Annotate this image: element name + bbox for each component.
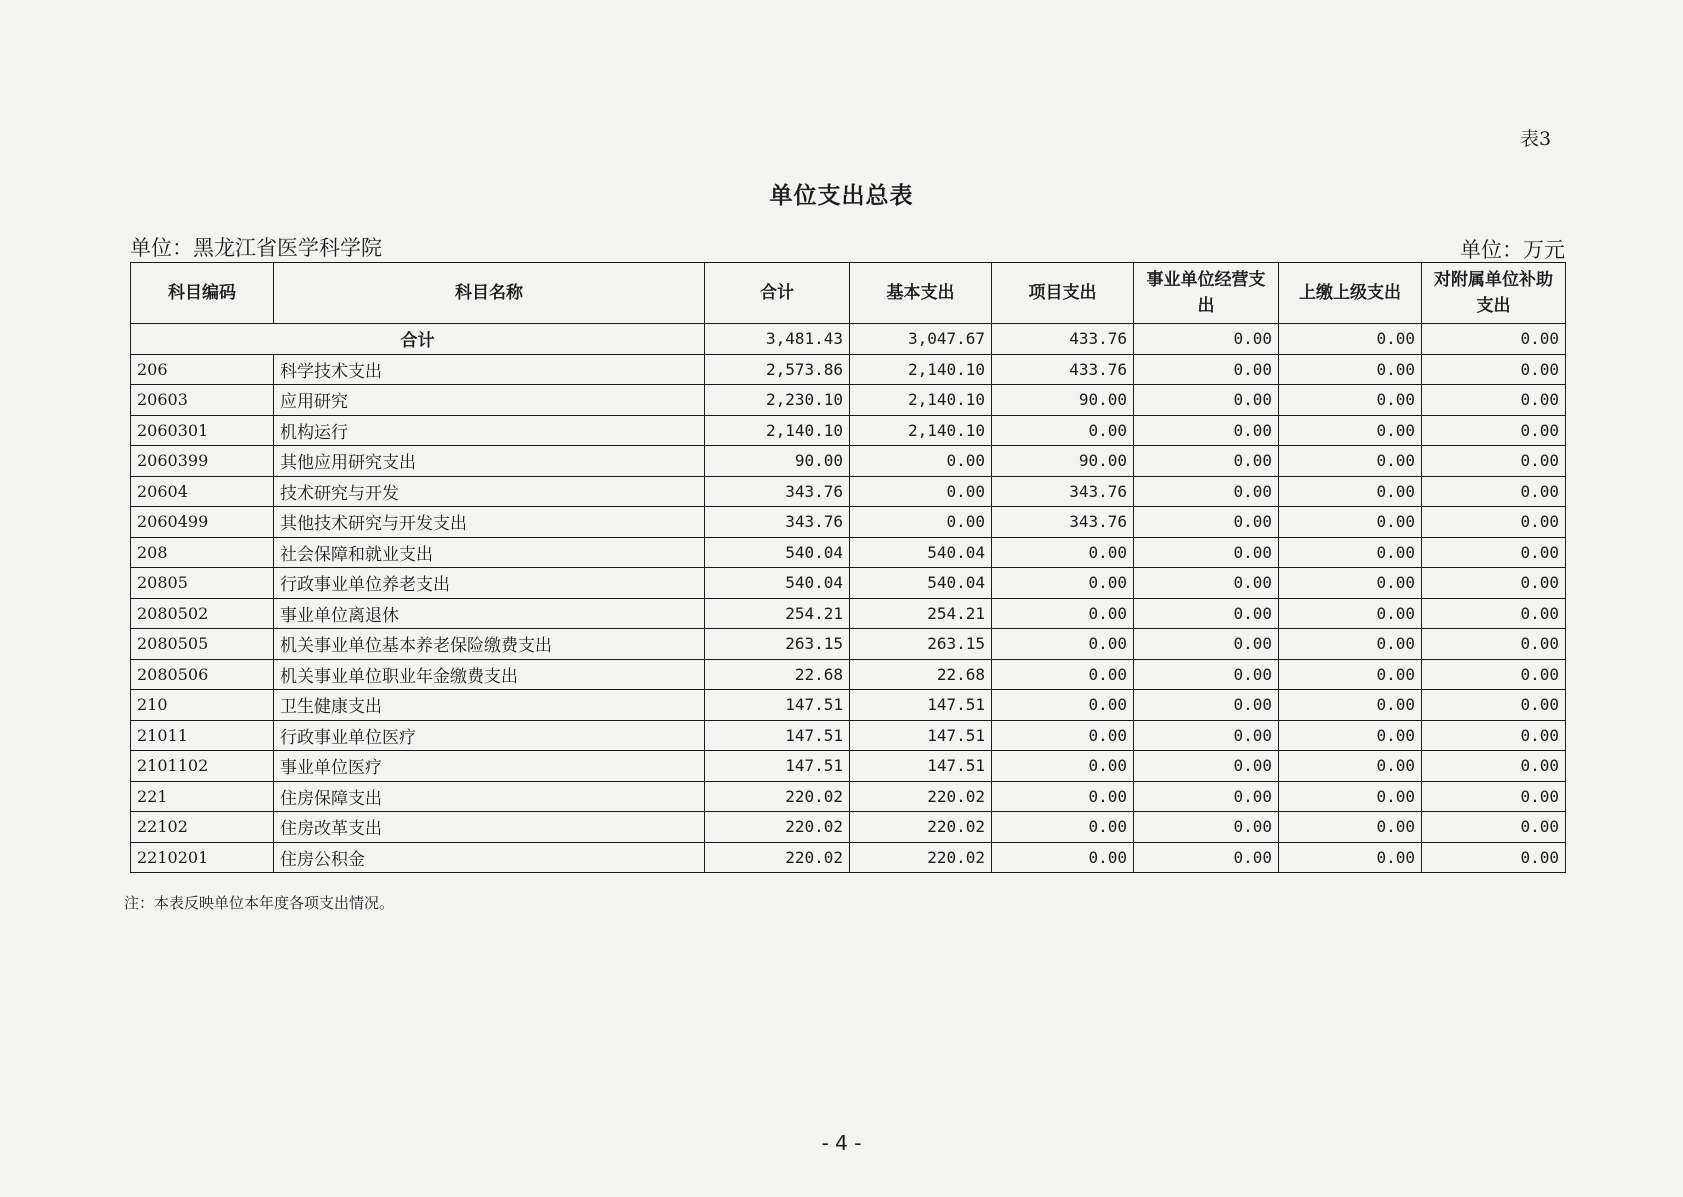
subject-code-cell: 2210201 <box>131 842 274 873</box>
subject-code-cell: 208 <box>131 537 274 568</box>
subject-name-cell: 应用研究 <box>274 385 705 416</box>
amount-cell: 22.68 <box>850 659 992 690</box>
subject-code-cell: 2080502 <box>131 598 274 629</box>
total-cell: 0.00 <box>1422 324 1566 355</box>
amount-cell: 343.76 <box>705 476 850 507</box>
total-cell: 433.76 <box>992 324 1134 355</box>
amount-cell: 0.00 <box>1422 385 1566 416</box>
amount-cell: 0.00 <box>1134 842 1279 873</box>
subject-code-cell: 21011 <box>131 720 274 751</box>
amount-cell: 0.00 <box>1134 568 1279 599</box>
amount-cell: 0.00 <box>1422 751 1566 782</box>
amount-cell: 0.00 <box>1134 476 1279 507</box>
amount-cell: 2,140.10 <box>850 415 992 446</box>
table-row <box>131 751 1566 782</box>
amount-cell: 220.02 <box>850 842 992 873</box>
subject-code-cell: 221 <box>131 781 274 812</box>
subject-name-cell: 科学技术支出 <box>274 354 705 385</box>
table-row <box>131 568 1566 599</box>
total-cell: 0.00 <box>1279 324 1422 355</box>
amount-cell: 343.76 <box>992 507 1134 538</box>
subject-name-cell: 机构运行 <box>274 415 705 446</box>
amount-cell: 0.00 <box>1279 507 1422 538</box>
amount-cell: 220.02 <box>850 781 992 812</box>
total-label: 合计 <box>131 324 705 355</box>
table-row <box>131 385 1566 416</box>
amount-cell: 0.00 <box>1134 720 1279 751</box>
amount-cell: 0.00 <box>1279 629 1422 660</box>
amount-cell: 0.00 <box>992 842 1134 873</box>
subject-name-cell: 住房保障支出 <box>274 781 705 812</box>
total-cell: 3,047.67 <box>850 324 992 355</box>
amount-cell: 0.00 <box>1134 446 1279 477</box>
subject-code-cell: 206 <box>131 354 274 385</box>
table-row <box>131 690 1566 721</box>
amount-cell: 0.00 <box>1134 354 1279 385</box>
amount-cell: 0.00 <box>1279 568 1422 599</box>
amount-cell: 0.00 <box>1279 659 1422 690</box>
amount-cell: 254.21 <box>705 598 850 629</box>
amount-cell: 2,140.10 <box>850 354 992 385</box>
amount-cell: 0.00 <box>1134 781 1279 812</box>
subject-code-cell: 210 <box>131 690 274 721</box>
amount-cell: 0.00 <box>1279 415 1422 446</box>
amount-cell: 0.00 <box>1279 537 1422 568</box>
amount-cell: 2,140.10 <box>850 385 992 416</box>
table-row <box>131 659 1566 690</box>
amount-cell: 0.00 <box>1279 751 1422 782</box>
amount-cell: 0.00 <box>992 415 1134 446</box>
amount-cell: 0.00 <box>1134 598 1279 629</box>
table-row <box>131 537 1566 568</box>
header-cell: 基本支出 <box>850 263 992 324</box>
subject-code-cell: 20805 <box>131 568 274 599</box>
amount-cell: 0.00 <box>1422 507 1566 538</box>
amount-cell: 0.00 <box>1134 537 1279 568</box>
subject-code-cell: 2060399 <box>131 446 274 477</box>
total-cell: 0.00 <box>1134 324 1279 355</box>
amount-cell: 0.00 <box>1279 598 1422 629</box>
amount-cell: 147.51 <box>705 720 850 751</box>
amount-cell: 90.00 <box>992 446 1134 477</box>
table-row <box>131 720 1566 751</box>
document-title: 单位支出总表 <box>769 183 914 209</box>
header-cell: 上缴上级支出 <box>1279 263 1422 324</box>
amount-cell: 0.00 <box>992 812 1134 843</box>
amount-cell: 220.02 <box>705 842 850 873</box>
subject-code-cell: 2080505 <box>131 629 274 660</box>
expenditure-table <box>130 262 1566 873</box>
amount-cell: 0.00 <box>992 629 1134 660</box>
amount-cell: 0.00 <box>992 690 1134 721</box>
amount-cell: 0.00 <box>992 720 1134 751</box>
unit-organization: 单位：黑龙江省医学科学院 <box>130 236 382 260</box>
amount-cell: 0.00 <box>1422 720 1566 751</box>
table-row <box>131 354 1566 385</box>
amount-cell: 0.00 <box>1134 690 1279 721</box>
table-row <box>131 476 1566 507</box>
amount-cell: 540.04 <box>850 568 992 599</box>
unit-currency: 单位：万元 <box>1460 238 1565 262</box>
amount-cell: 2,230.10 <box>705 385 850 416</box>
amount-cell: 540.04 <box>850 537 992 568</box>
header-cell: 科目编码 <box>131 263 274 324</box>
amount-cell: 0.00 <box>1134 415 1279 446</box>
header-cell: 科目名称 <box>274 263 705 324</box>
amount-cell: 0.00 <box>1422 781 1566 812</box>
amount-cell: 0.00 <box>992 781 1134 812</box>
amount-cell: 220.02 <box>705 812 850 843</box>
amount-cell: 0.00 <box>1279 354 1422 385</box>
amount-cell: 540.04 <box>705 537 850 568</box>
table-row <box>131 629 1566 660</box>
amount-cell: 0.00 <box>1422 812 1566 843</box>
amount-cell: 147.51 <box>705 690 850 721</box>
header-cell: 合计 <box>705 263 850 324</box>
amount-cell: 220.02 <box>705 781 850 812</box>
amount-cell: 0.00 <box>1279 690 1422 721</box>
total-cell: 3,481.43 <box>705 324 850 355</box>
amount-cell: 0.00 <box>1134 751 1279 782</box>
amount-cell: 0.00 <box>1422 598 1566 629</box>
amount-cell: 0.00 <box>1134 385 1279 416</box>
amount-cell: 0.00 <box>1279 476 1422 507</box>
table-row <box>131 812 1566 843</box>
amount-cell: 0.00 <box>850 507 992 538</box>
subject-code-cell: 2101102 <box>131 751 274 782</box>
amount-cell: 0.00 <box>1422 629 1566 660</box>
amount-cell: 0.00 <box>1422 842 1566 873</box>
amount-cell: 147.51 <box>850 720 992 751</box>
amount-cell: 0.00 <box>1134 659 1279 690</box>
subject-name-cell: 机关事业单位职业年金缴费支出 <box>274 659 705 690</box>
subject-name-cell: 技术研究与开发 <box>274 476 705 507</box>
amount-cell: 22.68 <box>705 659 850 690</box>
subject-name-cell: 行政事业单位医疗 <box>274 720 705 751</box>
subject-name-cell: 行政事业单位养老支出 <box>274 568 705 599</box>
subject-name-cell: 事业单位医疗 <box>274 751 705 782</box>
table-row <box>131 415 1566 446</box>
table-row <box>131 446 1566 477</box>
amount-cell: 0.00 <box>992 659 1134 690</box>
amount-cell: 0.00 <box>992 568 1134 599</box>
amount-cell: 147.51 <box>850 690 992 721</box>
subject-name-cell: 机关事业单位基本养老保险缴费支出 <box>274 629 705 660</box>
amount-cell: 263.15 <box>850 629 992 660</box>
amount-cell: 0.00 <box>850 476 992 507</box>
table-row <box>131 598 1566 629</box>
amount-cell: 0.00 <box>992 598 1134 629</box>
amount-cell: 0.00 <box>1422 659 1566 690</box>
amount-cell: 0.00 <box>1279 842 1422 873</box>
table-number: 表3 <box>1520 128 1552 150</box>
amount-cell: 2,140.10 <box>705 415 850 446</box>
amount-cell: 0.00 <box>1279 385 1422 416</box>
amount-cell: 0.00 <box>1134 507 1279 538</box>
amount-cell: 2,573.86 <box>705 354 850 385</box>
amount-cell: 0.00 <box>1422 537 1566 568</box>
subject-code-cell: 2060301 <box>131 415 274 446</box>
subject-name-cell: 卫生健康支出 <box>274 690 705 721</box>
amount-cell: 147.51 <box>705 751 850 782</box>
amount-cell: 0.00 <box>1279 720 1422 751</box>
amount-cell: 0.00 <box>1422 690 1566 721</box>
amount-cell: 0.00 <box>1279 446 1422 477</box>
table-row <box>131 507 1566 538</box>
amount-cell: 0.00 <box>1422 568 1566 599</box>
amount-cell: 0.00 <box>1422 354 1566 385</box>
page-number: - 4 - <box>821 1131 862 1155</box>
subject-code-cell: 2080506 <box>131 659 274 690</box>
amount-cell: 0.00 <box>1134 629 1279 660</box>
amount-cell: 343.76 <box>705 507 850 538</box>
subject-name-cell: 事业单位离退休 <box>274 598 705 629</box>
header-cell: 项目支出 <box>992 263 1134 324</box>
amount-cell: 0.00 <box>1279 812 1422 843</box>
total-row <box>131 324 1566 355</box>
amount-cell: 0.00 <box>1422 415 1566 446</box>
amount-cell: 147.51 <box>850 751 992 782</box>
amount-cell: 0.00 <box>1422 476 1566 507</box>
table-header-row <box>131 263 1566 324</box>
subject-name-cell: 住房改革支出 <box>274 812 705 843</box>
amount-cell: 0.00 <box>1422 446 1566 477</box>
table-row <box>131 842 1566 873</box>
amount-cell: 0.00 <box>992 751 1134 782</box>
header-cell: 对附属单位补助支出 <box>1422 263 1566 324</box>
subject-code-cell: 22102 <box>131 812 274 843</box>
subject-name-cell: 住房公积金 <box>274 842 705 873</box>
header-cell: 事业单位经营支出 <box>1134 263 1279 324</box>
amount-cell: 254.21 <box>850 598 992 629</box>
subject-name-cell: 其他应用研究支出 <box>274 446 705 477</box>
table-row <box>131 781 1566 812</box>
amount-cell: 0.00 <box>992 537 1134 568</box>
amount-cell: 90.00 <box>992 385 1134 416</box>
subject-code-cell: 20604 <box>131 476 274 507</box>
amount-cell: 90.00 <box>705 446 850 477</box>
subject-name-cell: 社会保障和就业支出 <box>274 537 705 568</box>
amount-cell: 433.76 <box>992 354 1134 385</box>
amount-cell: 343.76 <box>992 476 1134 507</box>
subject-code-cell: 20603 <box>131 385 274 416</box>
amount-cell: 540.04 <box>705 568 850 599</box>
amount-cell: 0.00 <box>1134 812 1279 843</box>
amount-cell: 263.15 <box>705 629 850 660</box>
subject-name-cell: 其他技术研究与开发支出 <box>274 507 705 538</box>
amount-cell: 0.00 <box>850 446 992 477</box>
amount-cell: 0.00 <box>1279 781 1422 812</box>
footnote: 注：本表反映单位本年度各项支出情况。 <box>124 894 395 912</box>
amount-cell: 220.02 <box>850 812 992 843</box>
subject-code-cell: 2060499 <box>131 507 274 538</box>
